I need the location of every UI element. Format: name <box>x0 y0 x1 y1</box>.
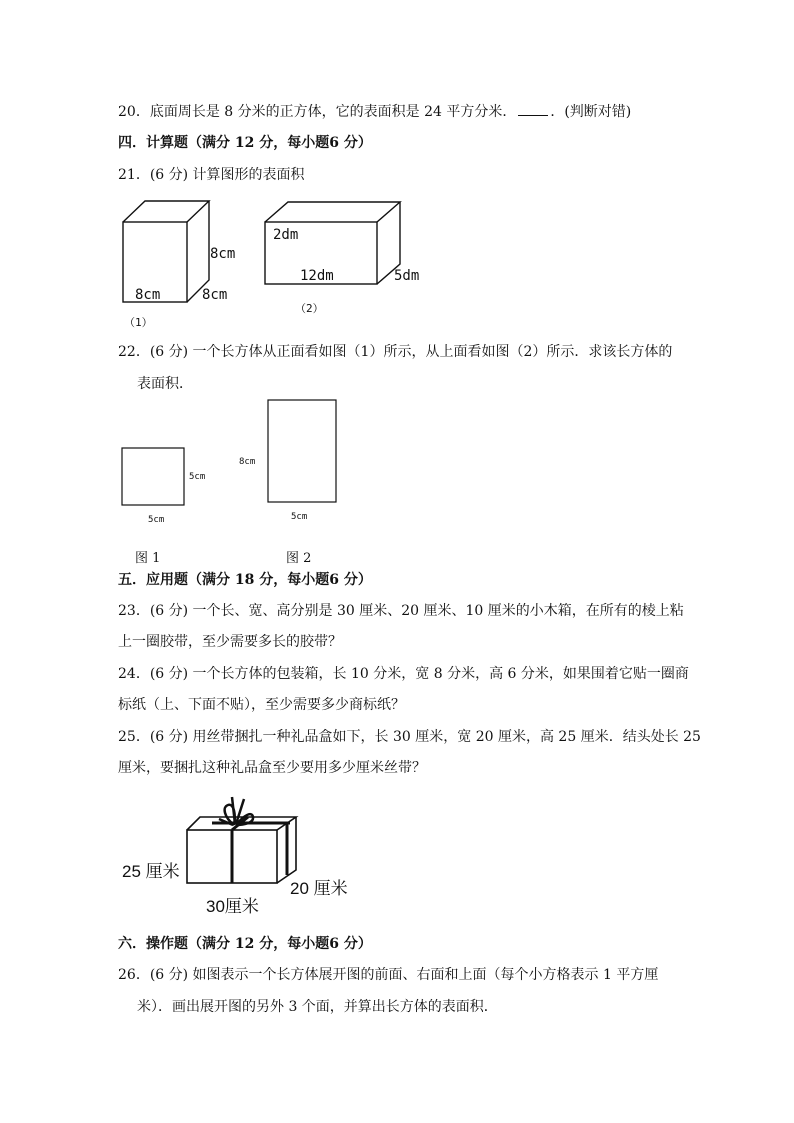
cube-bottom-label: 8cm <box>135 287 161 303</box>
cube-caption: （1） <box>124 316 153 329</box>
question-24-line-2: 标纸（上、下面不贴），至少需要多少商标纸？ <box>118 697 405 713</box>
gift-height-label: 25 厘米 <box>122 862 180 881</box>
section-5-heading: 五．应用题（满分 18 分，每小题6 分） <box>118 572 372 588</box>
question-24-line-1: 24．(6 分) 一个长方体的包装箱，长 10 分米，宽 8 分米，高 6 分米，如果围着它贴一圈商 <box>118 666 689 682</box>
cube-side-label: 8cm <box>210 246 236 262</box>
cube-figure <box>118 198 248 333</box>
figure-1-caption: 图 1 <box>135 551 161 566</box>
question-23-line-2: 上一圈胶带，至少需要多长的胶带？ <box>118 634 342 650</box>
front-view-figure <box>118 445 218 530</box>
figure-2-caption: 图 2 <box>286 551 312 566</box>
question-22-line-1: 22．(6 分) 一个长方体从正面看如图（1）所示，从上面看如图（2）所示．求该长方体的 <box>118 344 673 360</box>
question-21: 21．(6 分) 计算图形的表面积 <box>118 167 305 183</box>
cuboid-width-label: 5dm <box>394 268 420 284</box>
section-6-heading: 六．操作题（满分 12 分，每小题6 分） <box>118 936 372 952</box>
question-25-line-1: 25．(6 分) 用丝带捆扎一种礼品盒如下，长 30 厘米，宽 20 厘米，高 25 厘米．结头处长 25 <box>118 729 701 745</box>
question-22-line-2: 表面积． <box>137 376 193 392</box>
cube-depth-label: 8cm <box>202 287 228 303</box>
cuboid-caption: （2） <box>295 302 324 315</box>
question-23-line-1: 23．(6 分) 一个长、宽、高分别是 30 厘米、20 厘米、10 厘米的小木箱，在所有的棱上粘 <box>118 603 684 619</box>
section-4-heading: 四．计算题（满分 12 分，每小题6 分） <box>118 135 372 151</box>
question-20 <box>118 102 631 122</box>
gift-width-label: 20 厘米 <box>290 879 348 898</box>
question-26-line-2: 米）．画出展开图的另外 3 个面，并算出长方体的表面积． <box>137 999 498 1015</box>
question-26-line-1: 26．(6 分) 如图表示一个长方体展开图的前面、右面和上面（每个小方格表示 1 平方厘 <box>118 967 659 983</box>
question-20-text: 20．底面周长是 8 分米的正方体，它的表面积是 24 平方分米． <box>118 104 517 120</box>
answer-blank[interactable] <box>518 103 548 116</box>
cuboid-figure <box>262 198 432 323</box>
question-25-line-2: 厘米，要捆扎这种礼品盒至少要用多少厘米丝带？ <box>118 760 426 776</box>
cuboid-height-label: 2dm <box>273 227 299 243</box>
cuboid-length-label: 12dm <box>300 268 334 284</box>
front-view-bottom-label: 5cm <box>148 515 165 525</box>
question-20-suffix: ．(判断对错) <box>550 104 632 120</box>
top-view-left-label: 8cm <box>239 457 256 467</box>
top-view-figure <box>230 396 350 526</box>
gift-length-label: 30厘米 <box>206 897 259 916</box>
front-view-right-label: 5cm <box>189 472 206 482</box>
gift-box-figure <box>120 795 360 920</box>
top-view-bottom-label: 5cm <box>291 512 308 522</box>
